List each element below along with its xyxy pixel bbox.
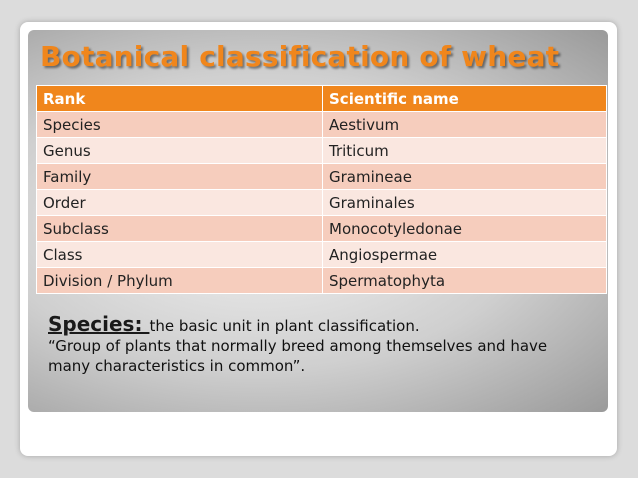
scientific-name-cell: Gramineae <box>323 164 607 190</box>
species-definition <box>48 314 593 376</box>
definition-line <box>48 314 593 336</box>
scientific-name-cell: Graminales <box>323 190 607 216</box>
scientific-name-cell: Aestivum <box>323 112 607 138</box>
table-row <box>37 164 607 190</box>
table-row <box>37 216 607 242</box>
rank-cell: Species <box>37 112 323 138</box>
rank-cell: Subclass <box>37 216 323 242</box>
scientific-name-cell: Spermatophyta <box>323 268 607 294</box>
classification-table <box>36 85 607 294</box>
slide-title: Botanical classification of wheat <box>40 40 560 73</box>
table-row <box>37 268 607 294</box>
definition-text: the basic unit in plant classification. <box>149 317 420 335</box>
table-row <box>37 112 607 138</box>
header-scientific-name: Scientific name <box>323 86 607 112</box>
scientific-name-cell: Monocotyledonae <box>323 216 607 242</box>
definition-quote-line-1: “Group of plants that normally breed among themselves and have <box>48 337 548 355</box>
table-row <box>37 190 607 216</box>
scientific-name-cell: Angiospermae <box>323 242 607 268</box>
rank-cell: Genus <box>37 138 323 164</box>
table-row <box>37 138 607 164</box>
rank-cell: Family <box>37 164 323 190</box>
header-rank: Rank <box>37 86 323 112</box>
rank-cell: Class <box>37 242 323 268</box>
rank-cell: Division / Phylum <box>37 268 323 294</box>
rank-cell: Order <box>37 190 323 216</box>
definition-quote-line-2: many characteristics in common”. <box>48 357 306 375</box>
table-header-row <box>37 86 607 112</box>
table-row <box>37 242 607 268</box>
scientific-name-cell: Triticum <box>323 138 607 164</box>
definition-term: Species: <box>48 312 150 336</box>
